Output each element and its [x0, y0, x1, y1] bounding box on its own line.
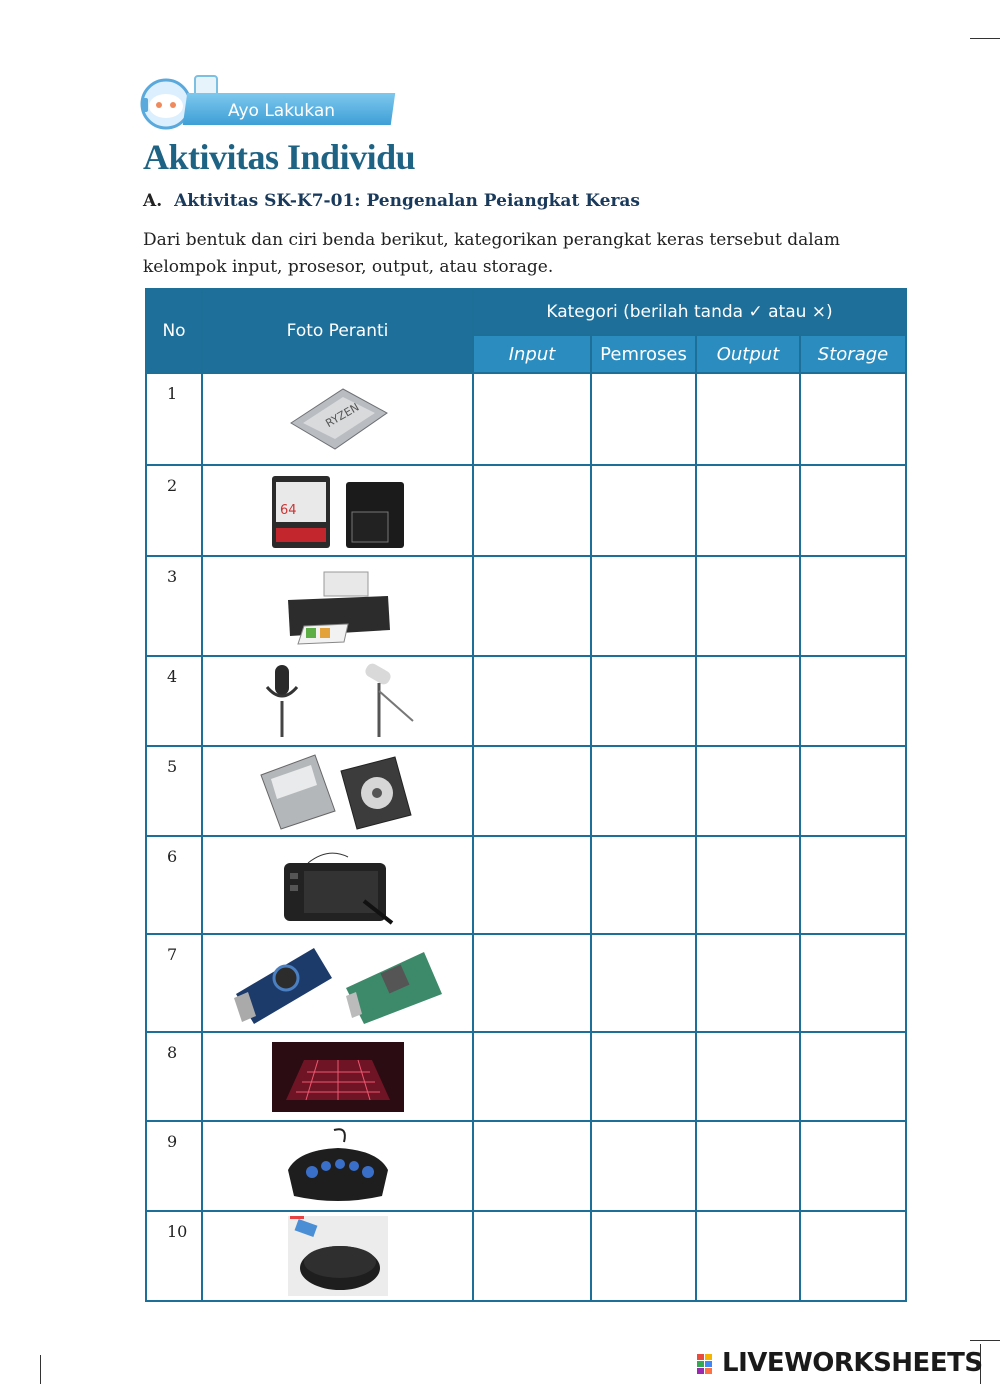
answer-cell[interactable]: [473, 465, 591, 556]
section-title: Aktivitas SK-K7-01: Pengenalan Peiangkat Keras: [174, 191, 640, 211]
row-number: 10: [146, 1211, 202, 1301]
column-header-output: Output: [696, 335, 800, 373]
graphics-card-icon: [202, 934, 473, 1032]
answer-cell[interactable]: [591, 934, 696, 1032]
answer-cell[interactable]: [800, 1211, 906, 1301]
answer-cell[interactable]: [696, 465, 800, 556]
answer-cell[interactable]: [696, 1211, 800, 1301]
liveworksheets-logo-icon: [697, 1352, 721, 1376]
footer-brand: LIVEWORKSHEETS: [722, 1348, 983, 1378]
row-number: 1: [146, 373, 202, 465]
answer-cell[interactable]: [696, 656, 800, 746]
answer-cell[interactable]: [473, 1032, 591, 1121]
svg-text:RYZEN: RYZEN: [322, 400, 361, 431]
section-letter: A.: [143, 191, 163, 211]
table-row: [146, 746, 906, 836]
memory-card-icon: [202, 465, 473, 556]
laser-keyboard-icon: [202, 1032, 473, 1121]
hardware-table: [145, 288, 907, 1302]
answer-cell[interactable]: [800, 556, 906, 656]
microphone-icon: [202, 656, 473, 746]
crop-mark: [970, 1340, 1000, 1341]
answer-cell[interactable]: [591, 836, 696, 934]
column-header-input: Input: [473, 335, 591, 373]
table-row: [146, 934, 906, 1032]
answer-cell[interactable]: [591, 656, 696, 746]
table-row: [146, 1032, 906, 1121]
crop-mark: [40, 1355, 41, 1384]
answer-cell[interactable]: [473, 836, 591, 934]
answer-cell[interactable]: [696, 1032, 800, 1121]
answer-cell[interactable]: [800, 746, 906, 836]
page-title: Aktivitas Individu: [143, 137, 416, 177]
answer-cell[interactable]: [800, 1032, 906, 1121]
row-number: 7: [146, 934, 202, 1032]
column-header-storage: Storage: [800, 335, 906, 373]
table-row: [146, 556, 906, 656]
row-number: 6: [146, 836, 202, 934]
answer-cell[interactable]: [591, 465, 696, 556]
answer-cell[interactable]: [800, 373, 906, 465]
row-number: 5: [146, 746, 202, 836]
answer-cell[interactable]: [800, 1121, 906, 1211]
answer-cell[interactable]: [696, 934, 800, 1032]
table-row: [146, 1121, 906, 1211]
row-number: 2: [146, 465, 202, 556]
section-heading: [143, 191, 640, 211]
answer-cell[interactable]: [473, 934, 591, 1032]
row-number: 8: [146, 1032, 202, 1121]
answer-cell[interactable]: [696, 836, 800, 934]
answer-cell[interactable]: [800, 656, 906, 746]
answer-cell[interactable]: [591, 746, 696, 836]
cpu-processor-icon: [202, 373, 473, 465]
hard-disk-icon: [202, 746, 473, 836]
instructions: Dari bentuk dan ciri benda berikut, kategorikan perangkat keras tersebut dalam kelompok input, prosesor, output, atau storage.: [143, 230, 840, 277]
row-number: 4: [146, 656, 202, 746]
answer-cell[interactable]: [696, 746, 800, 836]
crop-mark: [970, 38, 1000, 39]
column-header-no: No: [146, 289, 202, 373]
row-number: 9: [146, 1121, 202, 1211]
answer-cell[interactable]: [696, 1121, 800, 1211]
answer-cell[interactable]: [473, 1211, 591, 1301]
column-header-photo: Foto Peranti: [202, 289, 473, 373]
answer-cell[interactable]: [473, 1121, 591, 1211]
answer-cell[interactable]: [473, 373, 591, 465]
answer-cell[interactable]: [591, 1032, 696, 1121]
table-row: [146, 373, 906, 465]
row-number: 3: [146, 556, 202, 656]
answer-cell[interactable]: [800, 836, 906, 934]
column-header-category: Kategori (berilah tanda ✓ atau ×): [473, 289, 906, 335]
answer-cell[interactable]: [473, 556, 591, 656]
answer-cell[interactable]: [591, 556, 696, 656]
drawing-tablet-icon: [202, 836, 473, 934]
table-row: [146, 465, 906, 556]
answer-cell[interactable]: [591, 1121, 696, 1211]
answer-cell[interactable]: [591, 1211, 696, 1301]
usb-hub-icon: [202, 1211, 473, 1301]
table-row: [146, 1211, 906, 1301]
table-row: [146, 656, 906, 746]
svg-text:64: 64: [279, 502, 297, 518]
answer-cell[interactable]: [591, 373, 696, 465]
answer-cell[interactable]: [473, 656, 591, 746]
badge-label: Ayo Lakukan: [228, 101, 336, 121]
answer-cell[interactable]: [696, 373, 800, 465]
gamepad-keypad-icon: [202, 1121, 473, 1211]
printer-icon: [202, 556, 473, 656]
answer-cell[interactable]: [473, 746, 591, 836]
answer-cell[interactable]: [800, 465, 906, 556]
answer-cell[interactable]: [696, 556, 800, 656]
answer-cell[interactable]: [800, 934, 906, 1032]
table-row: [146, 836, 906, 934]
column-header-pemroses: Pemroses: [591, 335, 696, 373]
